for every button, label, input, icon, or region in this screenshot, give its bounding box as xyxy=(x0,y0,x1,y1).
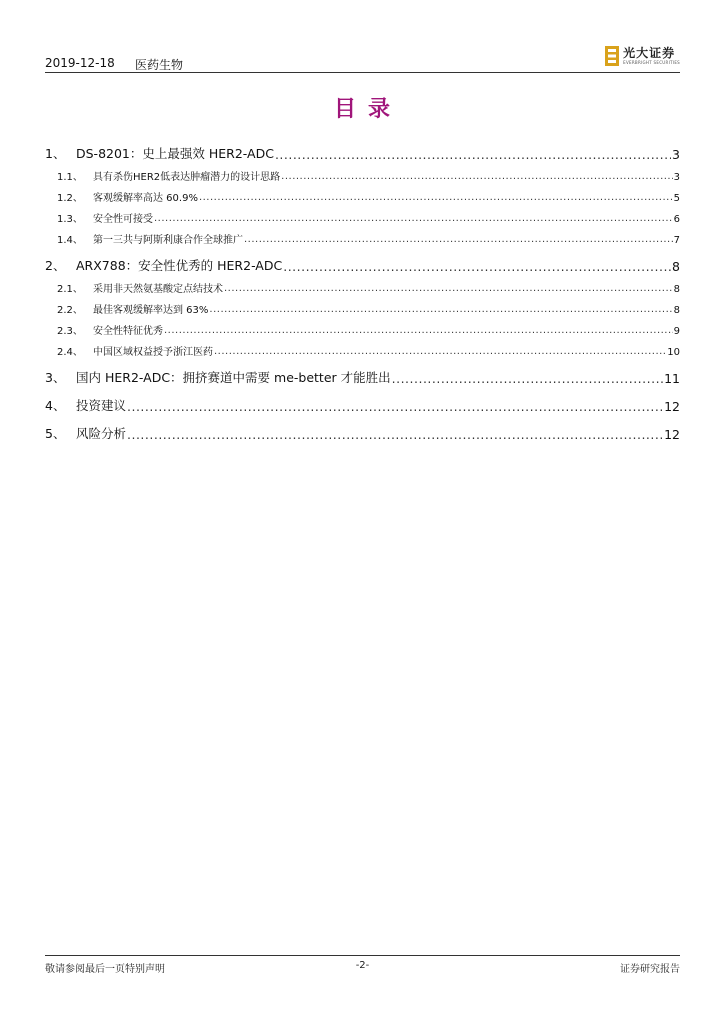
toc-entry-title: 最佳客观缓解率达到 63% xyxy=(93,305,209,316)
toc-entry-number: 1.1、 xyxy=(57,172,83,183)
toc-entry-title: 投资建议 xyxy=(76,398,127,413)
header-divider xyxy=(45,72,680,73)
toc-section-entry[interactable] xyxy=(45,138,680,162)
toc-entry-page: 3 xyxy=(673,172,680,183)
toc-entry-title: 采用非天然氨基酸定点结技术 xyxy=(93,284,223,295)
toc-subsection-entry[interactable] xyxy=(45,183,680,204)
toc-section-entry[interactable] xyxy=(45,362,680,386)
report-date: 2019-12-18 xyxy=(45,56,115,70)
toc-subsection-entry[interactable] xyxy=(45,162,680,183)
toc-subsection-entry[interactable] xyxy=(45,204,680,225)
toc-subsection-entry[interactable] xyxy=(45,337,680,358)
toc-dot-leader xyxy=(283,262,671,275)
toc-subsection-entry[interactable] xyxy=(45,274,680,295)
toc-entry-title: 中国区域权益授予浙江医药 xyxy=(93,347,213,358)
toc-entry-title: 安全性特征优秀 xyxy=(93,326,163,337)
toc-section-entry[interactable] xyxy=(45,418,680,442)
toc-heading: 目录 xyxy=(333,97,402,122)
toc-dot-leader xyxy=(127,430,663,443)
toc-entry-page: 8 xyxy=(673,305,680,316)
toc-entry-number: 3、 xyxy=(45,370,66,385)
footer-report-type: 证券研究报告 xyxy=(620,964,680,975)
toc-entry-number: 2、 xyxy=(45,258,66,273)
toc-entry-title: 具有杀伤HER2低表达肿瘤潜力的设计思路 xyxy=(93,172,281,183)
toc-section-entry[interactable] xyxy=(45,390,680,414)
logo-mark-icon xyxy=(605,46,619,66)
toc-entry-page: 10 xyxy=(667,347,680,358)
toc-dot-leader xyxy=(127,402,663,415)
toc-dot-leader xyxy=(214,348,666,358)
toc-entry-page: 12 xyxy=(664,399,680,414)
toc-dot-leader xyxy=(224,285,673,295)
logo-name: 光大证券 xyxy=(623,46,676,60)
toc-entry-number: 1、 xyxy=(45,146,66,161)
toc-entry-page: 8 xyxy=(673,284,680,295)
toc-entry-title: DS-8201：史上最强效 HER2-ADC xyxy=(76,146,274,161)
toc-dot-leader xyxy=(164,327,673,337)
toc-entry-title: 客观缓解率高达 60.9% xyxy=(93,193,198,204)
toc-entry-number: 2.2、 xyxy=(57,305,83,316)
toc-entry-number: 2.1、 xyxy=(57,284,83,295)
toc-entry-page: 5 xyxy=(673,193,680,204)
toc-subsection-entry[interactable] xyxy=(45,225,680,246)
toc-entry-number: 2.4、 xyxy=(57,347,83,358)
toc-entry-page: 12 xyxy=(664,427,680,442)
logo-subtitle: EVERBRIGHT SECURITIES xyxy=(623,60,680,65)
toc-section-entry[interactable] xyxy=(45,250,680,274)
toc-entry-title: 安全性可接受 xyxy=(93,214,153,225)
toc-dot-leader xyxy=(199,194,673,204)
toc-subsection-entry[interactable] xyxy=(45,295,680,316)
toc-entry-number: 2.3、 xyxy=(57,326,83,337)
toc-dot-leader xyxy=(154,215,673,225)
table-of-contents xyxy=(45,138,680,442)
toc-entry-page: 9 xyxy=(673,326,680,337)
toc-entry-number: 5、 xyxy=(45,426,66,441)
toc-entry-page: 8 xyxy=(672,259,680,274)
toc-subsection-entry[interactable] xyxy=(45,316,680,337)
page-header xyxy=(45,46,680,72)
toc-dot-leader xyxy=(244,236,673,246)
toc-entry-page: 6 xyxy=(673,214,680,225)
toc-entry-page: 7 xyxy=(673,235,680,246)
toc-entry-title: 国内 HER2-ADC：拥挤赛道中需要 me-better 才能胜出 xyxy=(76,370,391,385)
page-number: -2- xyxy=(355,960,370,971)
footer-divider xyxy=(45,955,680,956)
toc-entry-number: 1.4、 xyxy=(57,235,83,246)
toc-dot-leader xyxy=(275,150,671,163)
toc-entry-title: 风险分析 xyxy=(76,426,127,441)
report-sector: 医药生物 xyxy=(135,58,184,72)
toc-entry-number: 1.2、 xyxy=(57,193,83,204)
toc-entry-number: 1.3、 xyxy=(57,214,83,225)
toc-dot-leader xyxy=(209,306,672,316)
company-logo xyxy=(605,46,680,66)
toc-entry-page: 11 xyxy=(664,371,680,386)
toc-dot-leader xyxy=(281,173,672,183)
toc-dot-leader xyxy=(392,374,663,387)
toc-entry-page: 3 xyxy=(672,147,680,162)
toc-entry-title: 第一三共与阿斯利康合作全球推广 xyxy=(93,235,243,246)
footer-disclaimer: 敬请参阅最后一页特别声明 xyxy=(45,964,165,975)
toc-entry-title: ARX788：安全性优秀的 HER2-ADC xyxy=(76,258,283,273)
toc-entry-number: 4、 xyxy=(45,398,66,413)
